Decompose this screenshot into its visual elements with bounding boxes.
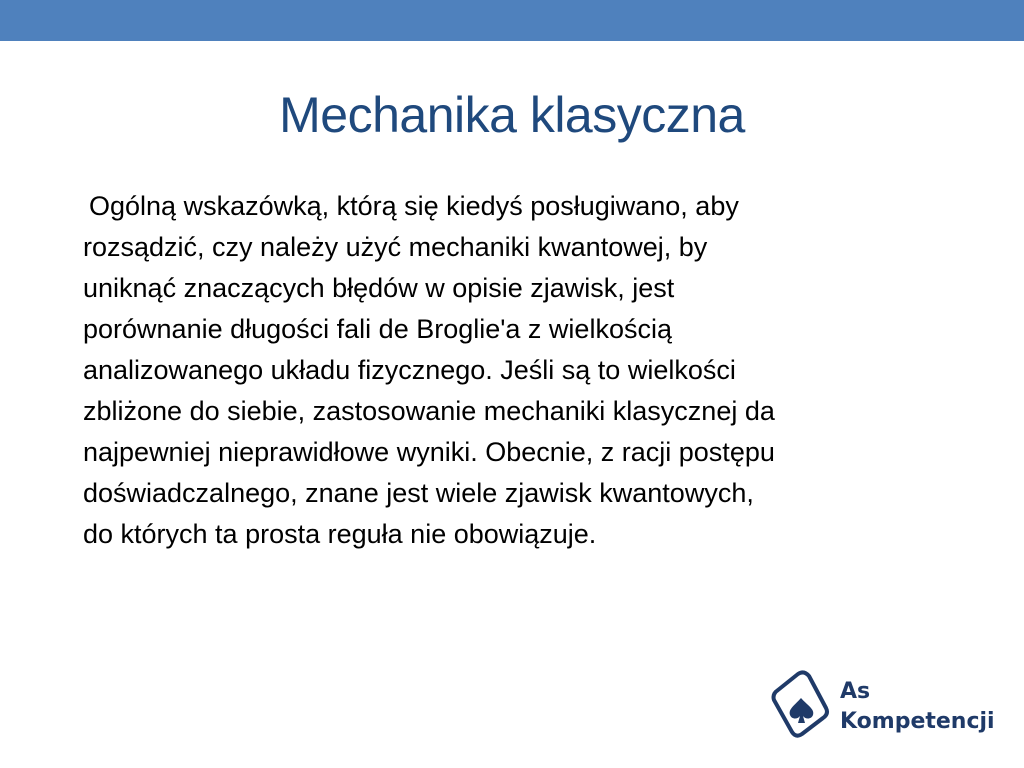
as-kompetencji-logo (768, 668, 994, 748)
body-line: do których ta prosta reguła nie obowiązuje. (83, 519, 597, 549)
svg-text:Kompetencji: Kompetencji (840, 709, 994, 734)
svg-text:As: As (840, 679, 871, 704)
body-line: uniknąć znaczących błędów w opisie zjawisk, jest (83, 273, 675, 303)
body-line: zbliżone do siebie, zastosowanie mechaniki klasycznej da (83, 396, 775, 426)
body-line: doświadczalnego, znane jest wiele zjawisk kwantowych, (83, 478, 754, 508)
body-line: rozsądzić, czy należy użyć mechaniki kwantowej, by (83, 232, 708, 262)
slide-body-text (83, 186, 983, 555)
body-line: analizowanego układu fizycznego. Jeśli są to wielkości (83, 355, 736, 385)
top-accent-bar (0, 0, 1024, 41)
body-line: Ogólną wskazówką, którą się kiedyś posługiwano, aby (89, 191, 739, 221)
spade-card-icon (774, 672, 828, 735)
body-line: porównanie długości fali de Broglie'a z wielkością (83, 314, 672, 344)
logo-graphic (768, 668, 994, 748)
slide-title: Mechanika klasyczna (279, 87, 745, 143)
body-line: najpewniej nieprawidłowe wyniki. Obecnie, z racji postępu (83, 437, 775, 467)
